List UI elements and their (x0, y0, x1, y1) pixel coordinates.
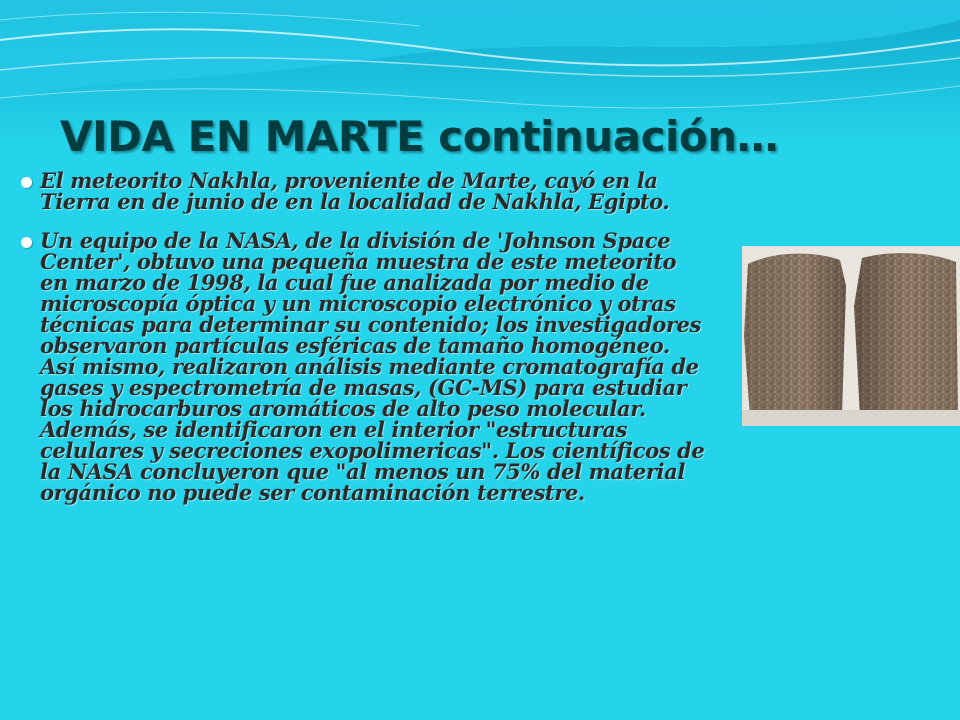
bullet-point-icon (21, 177, 32, 188)
bullet-text-2: Un equipo de la NASA, de la división de 'Johnson Space Center', obtuvo una pequeña muestra de este meteorito en marzo de 1998, la cual fue analizada por medio de microscopía óptica y un microscopio electrónico y otras técnicas para determinar su contenido; los investigadores observaron partículas esféricas de tamaño homogéneo. Así mismo, realizaron análisis mediante cromatografía de gases y espectrometría de masas, (GC-MS) para estudiar los hidrocarburos aromáticos de alto peso molecular. Además, se identificaron en el interior "estructuras celulares y secreciones exopolimericas". Los científicos de la NASA concluyeron que "al menos un 75% del material orgánico no puede ser contaminación terrestre. (40, 228, 705, 505)
slide-title: VIDA EN MARTE continuación… (60, 112, 779, 161)
bullet-item-2 (18, 230, 708, 503)
bullet-item-1 (18, 170, 708, 212)
bullet-point-icon (21, 237, 32, 248)
bullet-text-1: El meteorito Nakhla, proveniente de Marte, cayó en la Tierra en de junio de en la localidad de Nakhla, Egipto. (40, 168, 670, 214)
bullet-list (18, 170, 708, 521)
meteorite-photo (742, 246, 960, 426)
